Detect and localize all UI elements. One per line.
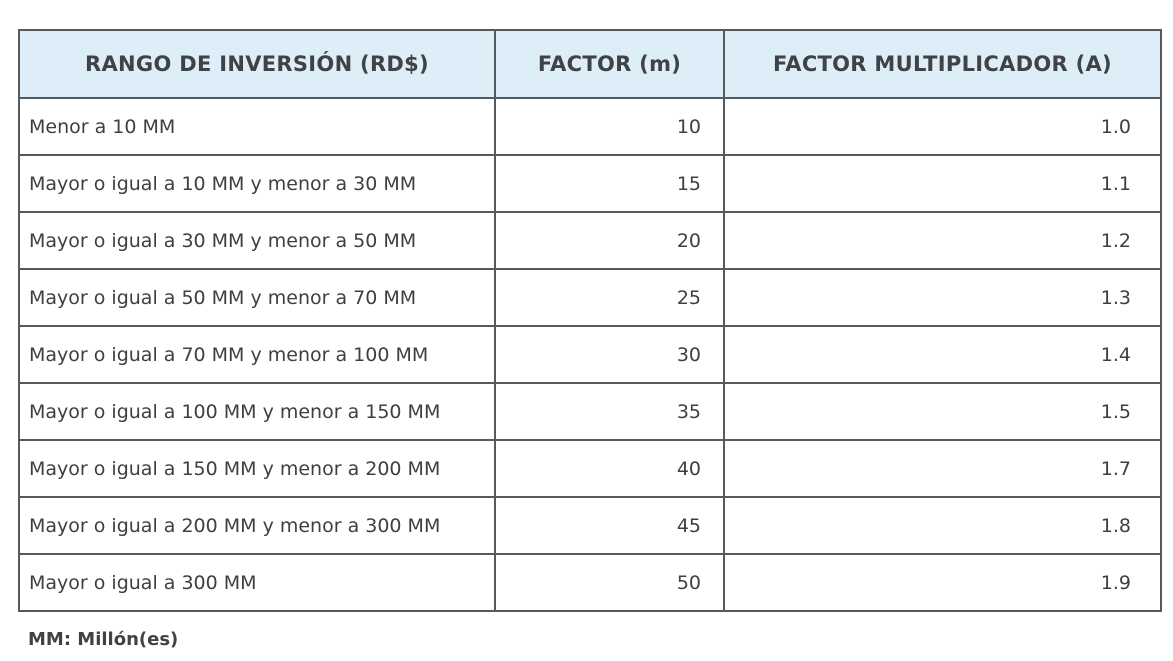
header-multiplier-factor: FACTOR MULTIPLICADOR (A) [724,30,1161,98]
table-row [19,98,1161,155]
multiplier-cell: 1.8 [724,497,1161,554]
footnote-abbreviation: MM: Millón(es) [28,629,179,650]
factor-cell: 25 [495,269,724,326]
factor-cell: 40 [495,440,724,497]
header-factor: FACTOR (m) [495,30,724,98]
factor-cell: 45 [495,497,724,554]
table-header-row [19,30,1161,98]
factor-cell: 30 [495,326,724,383]
range-cell: Mayor o igual a 100 MM y menor a 150 MM [19,383,495,440]
table-row [19,554,1161,611]
header-investment-range: RANGO DE INVERSIÓN (RD$) [19,30,495,98]
range-cell: Menor a 10 MM [19,98,495,155]
range-cell: Mayor o igual a 150 MM y menor a 200 MM [19,440,495,497]
factor-cell: 15 [495,155,724,212]
factor-cell: 35 [495,383,724,440]
range-cell: Mayor o igual a 70 MM y menor a 100 MM [19,326,495,383]
multiplier-cell: 1.5 [724,383,1161,440]
multiplier-cell: 1.7 [724,440,1161,497]
multiplier-cell: 1.2 [724,212,1161,269]
table-row [19,155,1161,212]
table-row [19,497,1161,554]
table-row [19,383,1161,440]
multiplier-cell: 1.3 [724,269,1161,326]
table-row [19,269,1161,326]
factor-cell: 50 [495,554,724,611]
table-row [19,440,1161,497]
range-cell: Mayor o igual a 300 MM [19,554,495,611]
table-row [19,326,1161,383]
multiplier-cell: 1.0 [724,98,1161,155]
range-cell: Mayor o igual a 50 MM y menor a 70 MM [19,269,495,326]
table-row [19,212,1161,269]
investment-factor-table [18,29,1162,612]
range-cell: Mayor o igual a 30 MM y menor a 50 MM [19,212,495,269]
factor-cell: 10 [495,98,724,155]
factor-cell: 20 [495,212,724,269]
multiplier-cell: 1.1 [724,155,1161,212]
multiplier-cell: 1.4 [724,326,1161,383]
multiplier-cell: 1.9 [724,554,1161,611]
range-cell: Mayor o igual a 10 MM y menor a 30 MM [19,155,495,212]
range-cell: Mayor o igual a 200 MM y menor a 300 MM [19,497,495,554]
